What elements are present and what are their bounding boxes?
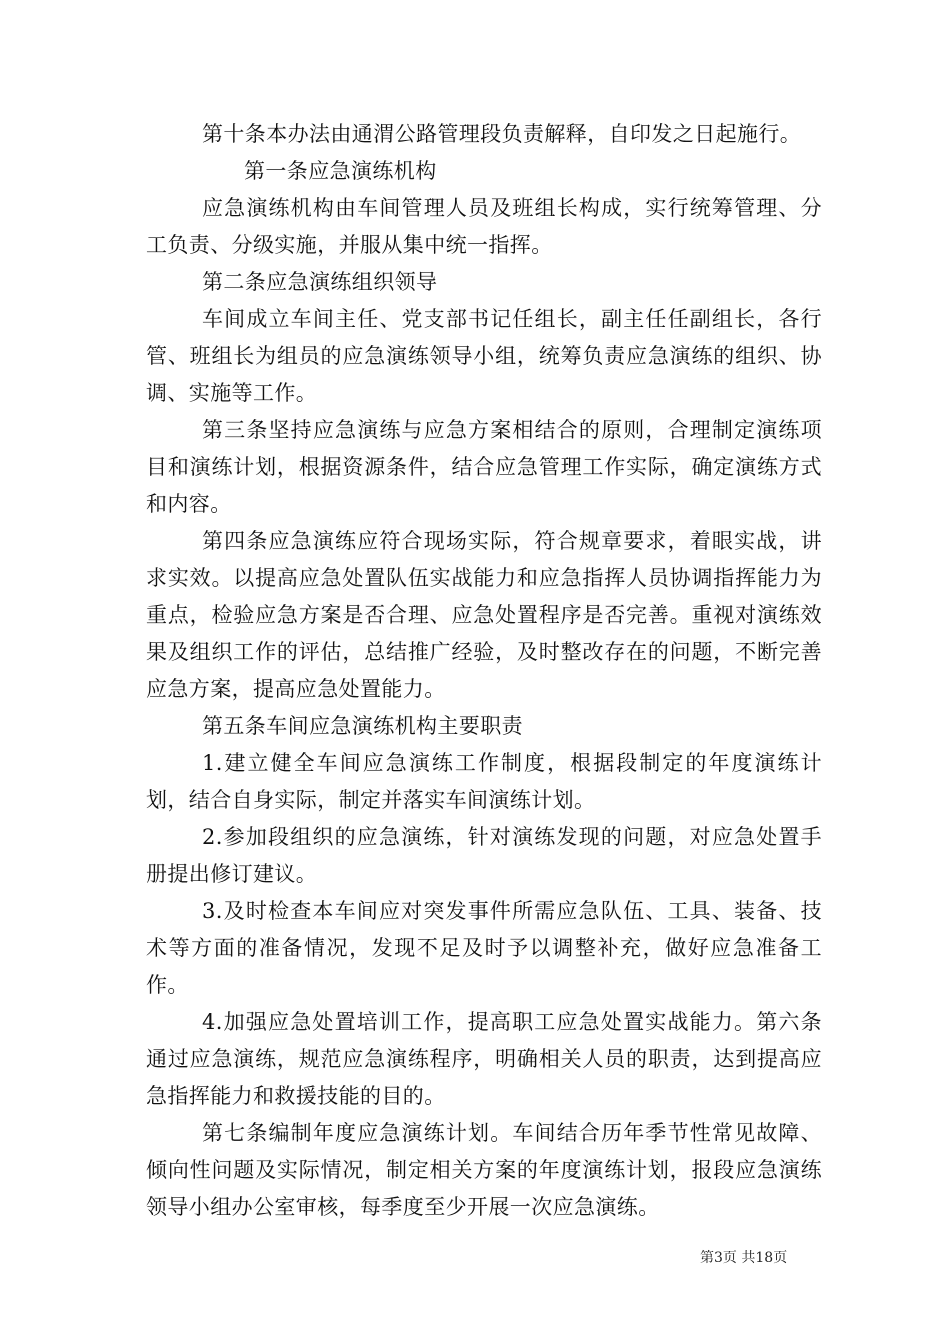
list-item: 3.及时检查本车间应对突发事件所需应急队伍、工具、装备、技术等方面的准备情况，发现不足及时予以调整补充，做好应急准备工作。	[146, 899, 822, 997]
list-item: 1.建立健全车间应急演练工作制度，根据段制定的年度演练计划，结合自身实际，制定并落实车间演练计划。	[146, 751, 822, 812]
footer-prefix: 第	[700, 1250, 714, 1266]
footer-middle: 页 共	[722, 1250, 756, 1266]
list-item: 2.参加段组织的应急演练，针对演练发现的问题，对应急处置手册提出修订建议。	[146, 825, 822, 886]
paragraph: 车间成立车间主任、党支部书记任组长，副主任任副组长，各行管、班组长为组员的应急演练领导小组，统筹负责应急演练的组织、协调、实施等工作。	[146, 307, 822, 405]
page-number-footer	[700, 1247, 787, 1267]
paragraph: 第十条本办法由通渭公路管理段负责解释，自印发之日起施行。	[202, 122, 802, 146]
total-pages-number: 18	[755, 1250, 774, 1266]
paragraph: 第三条坚持应急演练与应急方案相结合的原则，合理制定演练项目和演练计划，根据资源条件，结合应急管理工作实际，确定演练方式和内容。	[146, 418, 822, 516]
section-heading: 第一条应急演练机构	[244, 159, 437, 183]
section-heading: 第五条车间应急演练机构主要职责	[202, 714, 523, 738]
paragraph: 应急演练机构由车间管理人员及班组长构成，实行统筹管理、分工负责、分级实施，并服从集中统一指挥。	[146, 196, 822, 257]
document-body	[146, 116, 822, 1226]
paragraph: 第四条应急演练应符合现场实际，符合规章要求，着眼实战，讲求实效。以提高应急处置队伍实战能力和应急指挥人员协调指挥能力为重点，检验应急方案是否合理、应急处置程序是否完善。重视对演练效果及组织工作的评估，总结推广经验，及时整改存在的问题，不断完善应急方案，提高应急处置能力。	[146, 529, 822, 701]
current-page-number: 3	[714, 1250, 723, 1266]
list-item: 4.加强应急处置培训工作，提高职工应急处置实战能力。第六条通过应急演练，规范应急演练程序，明确相关人员的职责，达到提高应急指挥能力和救援技能的目的。	[146, 1010, 822, 1108]
paragraph: 第七条编制年度应急演练计划。车间结合历年季节性常见故障、倾向性问题及实际情况，制定相关方案的年度演练计划，报段应急演练领导小组办公室审核，每季度至少开展一次应急演练。	[146, 1121, 822, 1219]
section-heading: 第二条应急演练组织领导	[202, 270, 438, 294]
footer-suffix: 页	[773, 1250, 788, 1266]
